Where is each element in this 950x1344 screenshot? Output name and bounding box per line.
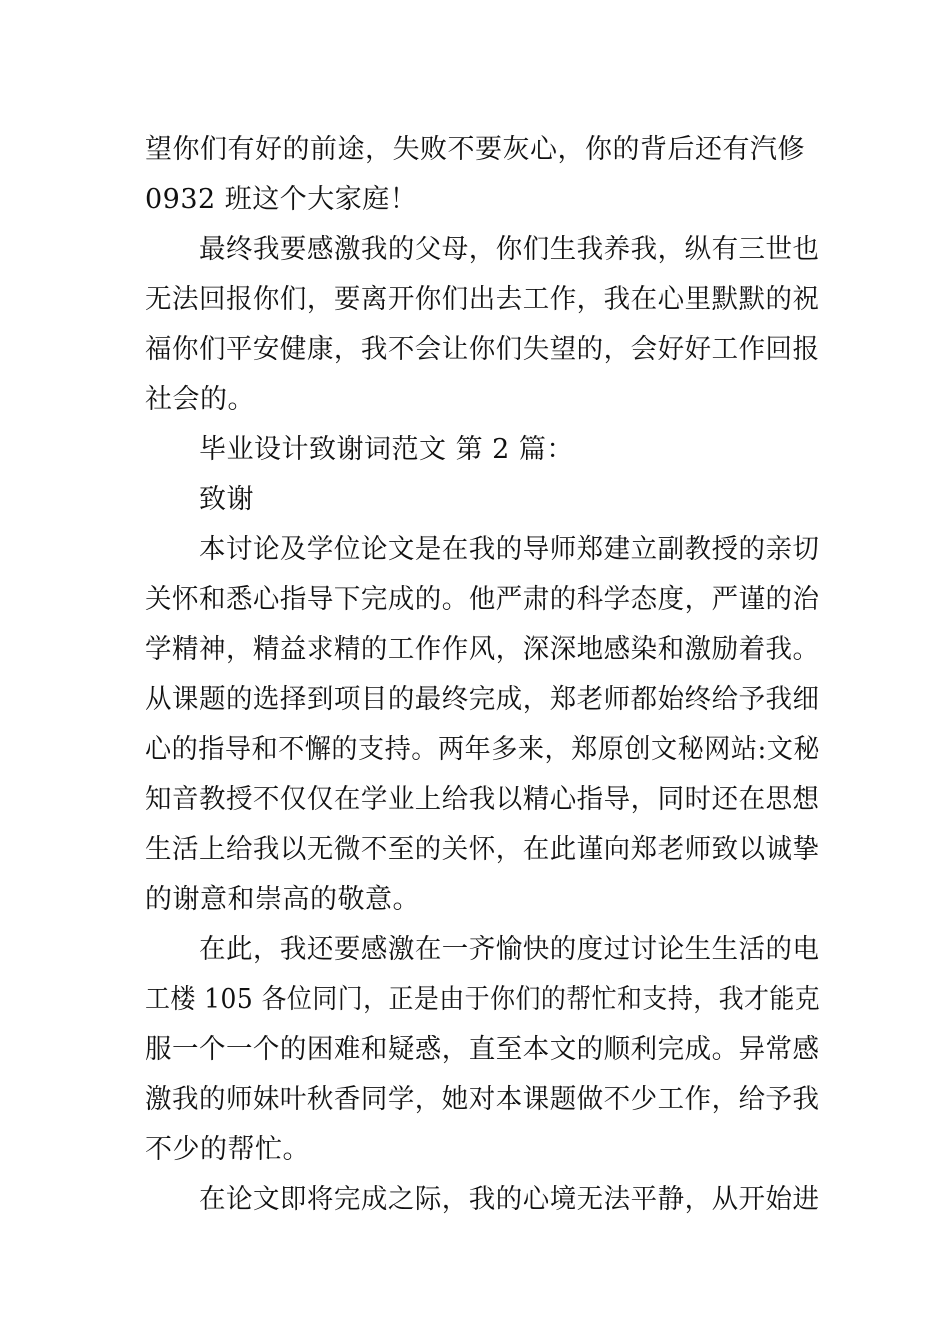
text-line: 0932 班这个大家庭！ bbox=[145, 184, 418, 215]
section-heading: 毕业设计致谢词范文 第 2 篇： bbox=[199, 434, 574, 465]
text-line: 在此，我还要感激在一齐愉快的度过讨论生生活的电 bbox=[199, 934, 820, 965]
text-line: 本讨论及学位论文是在我的导师郑建立副教授的亲切 bbox=[199, 534, 820, 565]
text-line: 社会的。 bbox=[145, 384, 255, 415]
section-subheading: 致谢 bbox=[199, 484, 254, 515]
text-line: 从课题的选择到项目的最终完成，郑老师都始终给予我细 bbox=[145, 684, 820, 715]
text-line: 工楼 105 各位同门，正是由于你们的帮忙和支持，我才能克 bbox=[145, 984, 821, 1015]
text-line: 知音教授不仅仅在学业上给我以精心指导，同时还在思想 bbox=[145, 784, 820, 815]
text-line: 服一个一个的困难和疑惑，直至本文的顺利完成。异常感 bbox=[145, 1034, 820, 1065]
text-line: 福你们平安健康，我不会让你们失望的，会好好工作回报 bbox=[145, 334, 820, 365]
text-line: 不少的帮忙。 bbox=[145, 1134, 310, 1165]
text-line: 激我的师妹叶秋香同学，她对本课题做不少工作，给予我 bbox=[145, 1084, 820, 1115]
text-line: 生活上给我以无微不至的关怀，在此谨向郑老师致以诚挚 bbox=[145, 834, 820, 865]
text-line: 关怀和悉心指导下完成的。他严肃的科学态度，严谨的治 bbox=[145, 584, 820, 615]
text-line: 心的指导和不懈的支持。两年多来，郑原创文秘网站:文秘 bbox=[145, 734, 821, 765]
text-line: 在论文即将完成之际，我的心境无法平静，从开始进 bbox=[199, 1184, 820, 1215]
text-line: 最终我要感激我的父母，你们生我养我，纵有三世也 bbox=[199, 234, 820, 265]
text-line: 望你们有好的前途，失败不要灰心，你的背后还有汽修 bbox=[145, 134, 805, 165]
text-line: 的谢意和崇高的敬意。 bbox=[145, 884, 420, 915]
text-line: 无法回报你们，要离开你们出去工作，我在心里默默的祝 bbox=[145, 284, 820, 315]
text-line: 学精神，精益求精的工作作风，深深地感染和激励着我。 bbox=[145, 634, 820, 665]
